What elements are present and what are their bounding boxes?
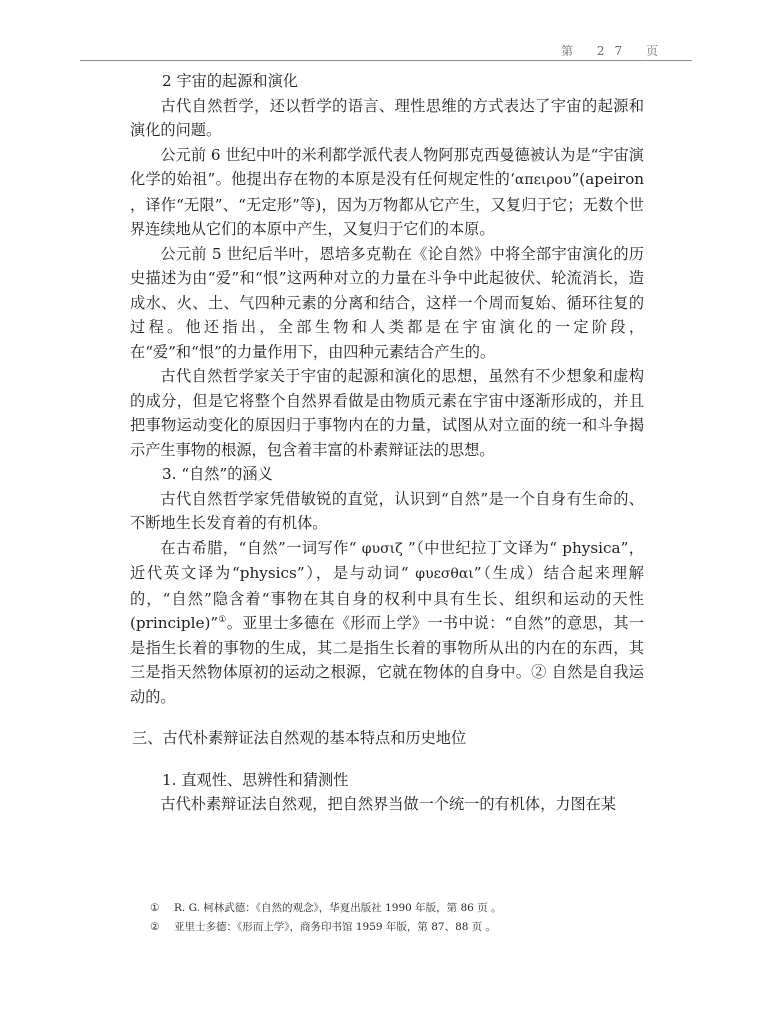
footnote-text: 亚里士多德：《形而上学》，商务印书馆 1959 年版，第 87、88 页 。 [174,921,497,933]
paragraph: 古代自然哲学家关于宇宙的起源和演化的思想，虽然有不少想象和虚构的成分，但是它将整个自然界看做是由物质元素在宇宙中逐渐形成的，并且把事物运动变化的原因归于事物内在的力量，试图从对立面的统一和斗争揭示产生事物的根源，包含着丰富的朴素辩证法的思想。 [130,367,644,459]
paragraph-text: ”（中世纪拉丁文译为“ physica”，近代英文译为“physics”），是与动词“ [130,538,644,582]
paragraph [130,143,644,242]
chapter-section-title: 三、古代朴素辩证法自然观的基本特点和历史地位 [132,729,467,747]
paragraph-text: 公元前 6 世纪中叶的米利都学派代表人物阿那克西曼德被认为是“宇宙演化学的始祖”。他提出存在物的本原是没有任何规定性的‘ [130,145,644,188]
page-body [130,69,644,817]
page-header [80,34,692,61]
footnote [150,918,650,937]
paragraph: 古代朴素辩证法自然观，把自然界当做一个统一的有机体，力图在某 [160,795,617,813]
footnote-ref: ① [218,614,227,625]
paragraph-text: 。亚里士多德在《形而上学》一书中说：“自然”的意思，其一是指生长着的事物的生成，其二是指生长着的事物所从出的内在的东西，其三是指天然物体原初的运动之根源，它就在物体的自身中。② 自然是自我运动的。 [130,614,644,706]
footnote-marker: ① [150,902,160,914]
page-number: 第 27 页 [561,44,668,58]
subsection-heading: 1. 直观性、思辨性和猜测性 [162,770,349,789]
footnotes [150,899,650,937]
greek-term: φυσιζ [361,540,403,557]
section-heading-nature-meaning: 3. “自然”的涵义 [162,465,273,483]
paragraph-text: ”(apeiron ，译作“无限”、“无定形”等)，因为万物都从它产生，又复归于它；无数个世界连续地从它们的本原中产生，又复归于它们的本原。 [130,170,644,238]
paragraph: 古代自然哲学家凭借敏锐的直觉，认识到“自然”是一个自身有生命的、不断地生长发育着的有机体。 [130,489,644,532]
footnote-text: R. G. 柯林武德：《自然的观念》，华夏出版社 1990 年版，第 86 页 。 [174,902,502,914]
paragraph-text: 在古希腊，“自然”一词写作“ [160,538,362,557]
footnote-marker: ② [150,921,160,933]
greek-term: φυεσθαι [415,566,474,582]
paragraph [130,536,644,710]
footnote [150,899,650,918]
paragraph: 公元前 5 世纪后半叶，恩培多克勒在《论自然》中将全部宇宙演化的历史描述为由“爱”和“恨”这两种对立的力量在斗争中此起彼伏、轮流消长，造成水、火、土、气四种元素的分离和结合，这样一个周而复始、循环往复的过程。他还指出，全部生物和人类都是在宇宙演化的一定阶段，在“爱”和“恨”的力量作用下，由四种元素结合产生的。 [130,244,644,361]
paragraph-text: ”（生成）结合起来理解的，“自然”隐含着“事物在其自身的权利中具有生长、组织和运动的天性(principle)” [130,564,644,632]
greek-term: απειρου [514,172,572,188]
paragraph: 古代自然哲学，还以哲学的语言、理性思维的方式表达了宇宙的起源和演化的问题。 [130,96,644,139]
section-heading-cosmos-origin: 2 宇宙的起源和演化 [162,72,298,90]
